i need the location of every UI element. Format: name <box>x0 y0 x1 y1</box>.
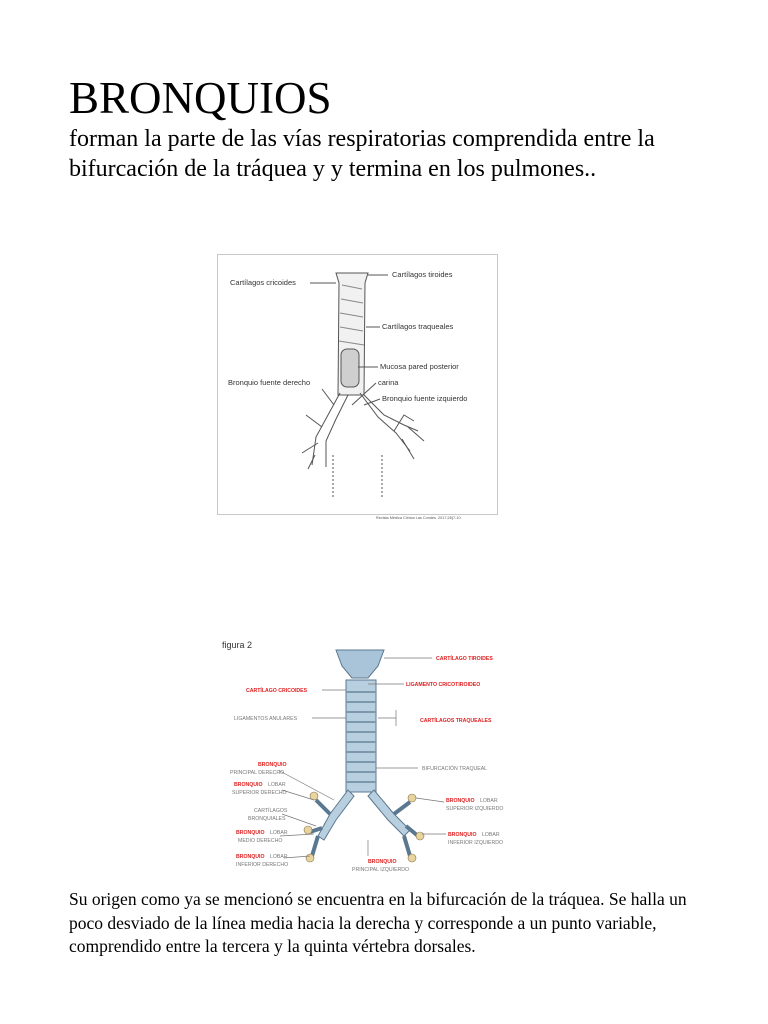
label2-bronquio-sd: BRONQUIO <box>234 782 263 788</box>
label-mucosa: Mucosa pared posterior <box>380 362 459 371</box>
label2-cricotiroideo: LIGAMENTO CRICOTIROIDEO <box>406 682 481 688</box>
label2-lobar-si: LOBAR <box>480 798 498 804</box>
figure-caption: figura 2 <box>222 640 253 650</box>
label2-anulares: LIGAMENTOS ANULARES <box>234 716 298 722</box>
label-cricoides: Cartílagos cricoides <box>230 278 296 287</box>
label2-tiroides: CARTÍLAGO TIROIDES <box>436 656 493 662</box>
label2-lobar-md: LOBAR <box>270 830 288 836</box>
figure-credit: Revista Médica Clínica Las Condes. 2017;28(7-10 <box>376 516 461 520</box>
label2-bronquio-pi: BRONQUIO <box>368 859 397 865</box>
label2-inferior-derecho: INFERIOR DERECHO <box>236 862 289 868</box>
label2-lobar-sd: LOBAR <box>268 782 286 788</box>
body-paragraph: Su origen como ya se mencionó se encuentra en la bifurcación de la tráquea. Se halla un poco desviado de la línea media hacia la derecha y corresponde a un punto variable, comprendido entre la tercera y la quinta vértebra dorsales. <box>69 889 687 956</box>
label-bronquio-izquierdo: Bronquio fuente izquierdo <box>382 394 468 403</box>
page-title: BRONQUIOS <box>69 73 332 123</box>
label2-principal-derecho: PRINCIPAL DERECHO <box>230 770 285 776</box>
label2-cart-bronquiales-2: BRONQUIALES <box>248 816 286 822</box>
label2-bronquio-id: BRONQUIO <box>236 854 265 860</box>
label2-lobar-ii: LOBAR <box>482 832 500 838</box>
label2-bronquio-si: BRONQUIO <box>446 798 475 804</box>
label2-traqueales: CARTÍLAGOS TRAQUEALES <box>420 718 492 724</box>
trachea-line-diagram <box>217 254 498 520</box>
label2-lobar-id: LOBAR <box>270 854 288 860</box>
label2-cricoides: CARTÍLAGO CRICOIDES <box>246 688 308 694</box>
label2-superior-izquierdo: SUPERIOR IZQUIERDO <box>446 806 504 812</box>
trachea-color-diagram <box>218 630 510 874</box>
label2-bifurcacion: BIFURCACIÓN TRAQUEAL <box>422 766 488 772</box>
label-carina: carina <box>378 378 399 387</box>
label2-bronquio-md: BRONQUIO <box>236 830 265 836</box>
label2-principal-izquierdo: PRINCIPAL IZQUIERDO <box>352 867 410 873</box>
label-traqueales: Cartílagos traqueales <box>382 322 454 331</box>
label2-medio-derecho: MEDIO DERECHO <box>238 838 283 844</box>
label2-inferior-izquierdo: INFERIOR IZQUIERDO <box>448 840 504 846</box>
label-bronquio-derecho: Bronquio fuente derecho <box>228 378 311 387</box>
label2-superior-derecho: SUPERIOR DERECHO <box>232 790 287 796</box>
label2-bronquio-pd: BRONQUIO <box>258 762 287 768</box>
label2-bronquio-ii: BRONQUIO <box>448 832 477 838</box>
intro-paragraph: forman la parte de las vías respiratorias comprendida entre la bifurcación de la tráquea y y termina en los pulmones.. <box>69 126 655 182</box>
label2-cart-bronquiales-1: CARTÍLAGOS <box>254 808 288 814</box>
label-tiroides: Cartílagos tiroides <box>392 270 453 279</box>
